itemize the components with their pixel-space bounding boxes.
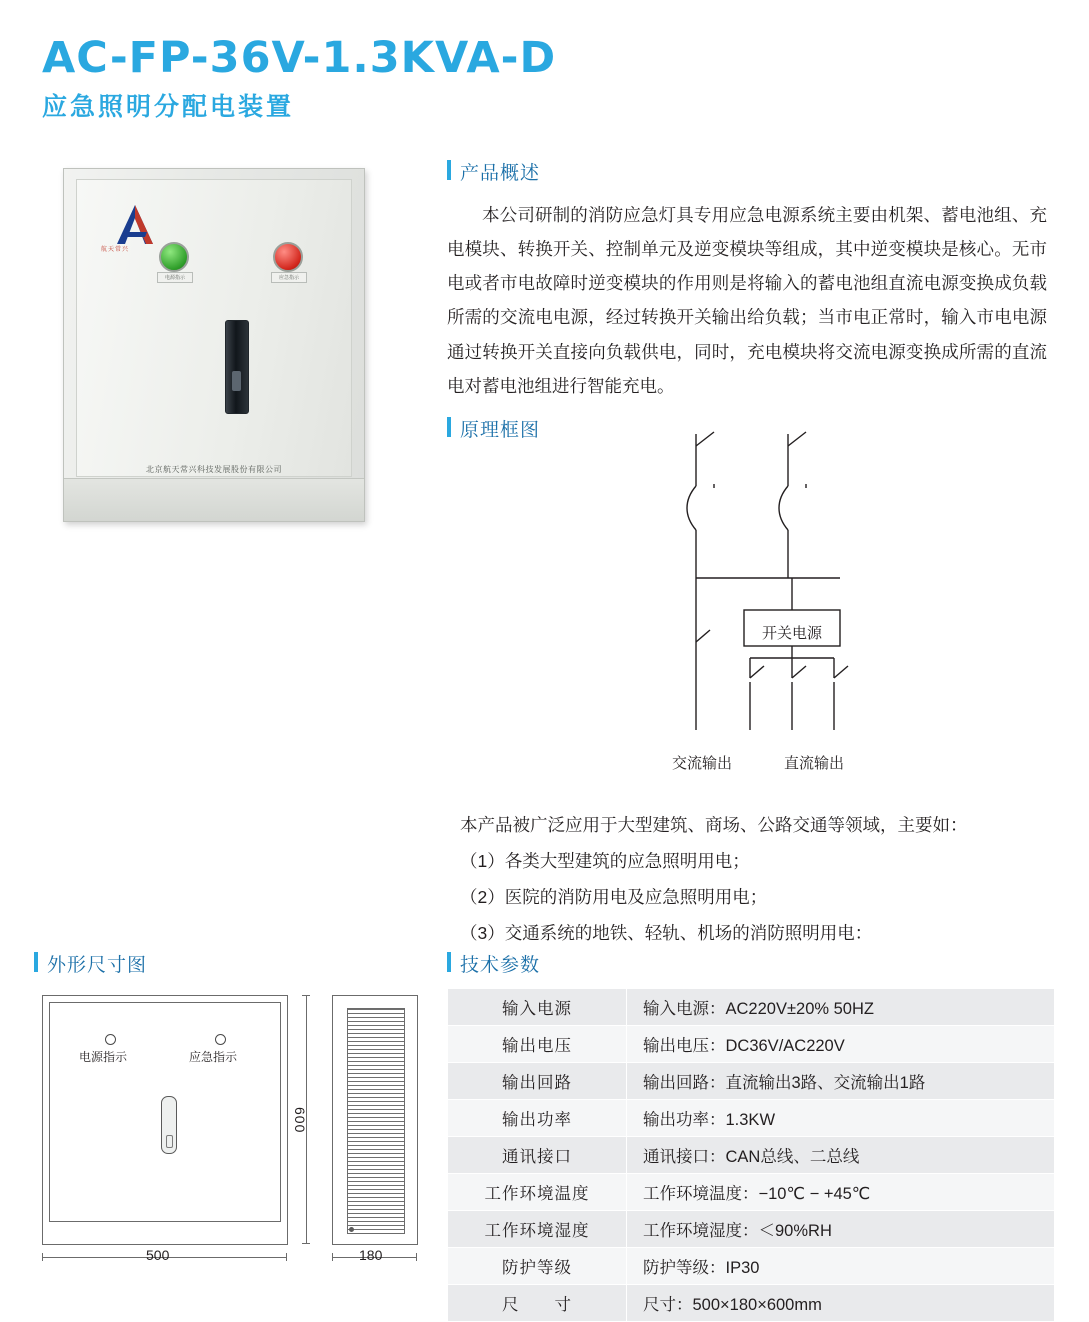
power-indicator-green-label: 电源指示 [157,272,193,283]
specs-table [447,988,1055,1322]
table-row [448,1285,1055,1322]
application-item: （3）交通系统的地铁、轻轨、机场的消防照明用电： [460,922,873,943]
table-row [448,1211,1055,1248]
applications-lead: 本产品被广泛应用于大型建筑、商场、公路交通等领域，主要如： [460,815,968,835]
application-item: （1）各类大型建筑的应急照明用电； [460,850,750,871]
dimension-power-led-label: 电源指示 [79,1050,128,1064]
dimension-tick [332,1253,333,1261]
principle-diagram [640,430,940,790]
spec-key: 工作环境温度 [448,1174,627,1211]
spec-value: 输出电压：DC36V/AC220V [627,1026,1055,1063]
cabinet-base [64,478,364,521]
diagram-ac-output-label: 交流输出 [672,755,733,772]
dimension-handle [161,1096,177,1154]
spec-value: 工作环境温度：−10℃ − +45℃ [627,1174,1055,1211]
table-row [448,1248,1055,1285]
diagram-heading: 原理框图 [447,415,540,442]
dimension-tick [302,995,310,996]
dimension-tick [416,1253,417,1261]
spec-value: 输出功率：1.3KW [627,1100,1055,1137]
cabinet-body [63,168,365,522]
spec-value: 防护等级：IP30 [627,1248,1055,1285]
spec-key: 防护等级 [448,1248,627,1285]
overview-text: 本公司研制的消防应急灯具专用应急电源系统主要由机架、蓄电池组、充电模块、转换开关、控制单元及逆变模块等组成，其中逆变模块是核心。无市电或者市电故障时逆变模块的作用则是将输入的蓄电池组直流电源变换成负载所需的交流电电源，经过转换开关输出给负载；当市电正常时，输入市电电源通过转换开关直接向负载供电，同时，充电模块将交流电源变换成所需的直流电对蓄电池组进行智能充电。 [447,205,1047,396]
cabinet-company-text: 北京航天常兴科技发展股份有限公司 [146,465,282,474]
spec-value: 工作环境湿度：＜90%RH [627,1211,1055,1248]
spec-key: 输入电源 [448,989,627,1026]
spec-key: 输出回路 [448,1063,627,1100]
dimension-height-value: 600 [292,1107,308,1134]
dimension-depth-value: 180 [359,1247,383,1263]
dimension-vent-louvers [347,1008,405,1234]
emergency-indicator-red [273,242,303,281]
table-row [448,1100,1055,1137]
table-row [448,1063,1055,1100]
spec-key: 尺 寸 [448,1285,627,1322]
spec-value: 输出回路：直流输出3路、交流输出1路 [627,1063,1055,1100]
spec-key: 输出功率 [448,1100,627,1137]
dimension-tick [286,1253,287,1261]
diagram-dc-output-label: 直流输出 [784,755,845,772]
table-row [448,989,1055,1026]
model-title: AC-FP-36V-1.3KVA-D [42,33,557,83]
product-photo [58,160,368,525]
dimension-tick [302,1243,310,1244]
dimension-side-dot [349,1227,354,1232]
dimension-front-view [42,995,288,1245]
table-row [448,1174,1055,1211]
dimension-side-view [332,995,418,1245]
table-row [448,1026,1055,1063]
dimension-tick [42,1253,43,1261]
diagram-box-label: 开关电源 [761,625,822,642]
brand-logo-icon [105,202,165,248]
emergency-indicator-red-label: 应急指示 [271,272,307,283]
spec-key: 工作环境湿度 [448,1211,627,1248]
spec-key: 通讯接口 [448,1137,627,1174]
spec-value: 输入电源：AC220V±20% 50HZ [627,989,1055,1026]
application-item: （2）医院的消防用电及应急照明用电； [460,886,768,907]
cabinet-door [76,179,352,477]
dimension-heading: 外形尺寸图 [34,950,147,977]
table-row [448,1137,1055,1174]
power-indicator-green [159,242,189,281]
spec-value: 通讯接口：CAN总线、二总线 [627,1137,1055,1174]
specs-heading: 技术参数 [447,950,540,977]
dimension-power-led-icon [105,1034,116,1045]
overview-heading: 产品概述 [447,158,540,185]
dimension-drawing [34,985,424,1275]
dimension-width-value: 500 [146,1247,170,1263]
spec-value: 尺寸：500×180×600mm [627,1285,1055,1322]
spec-key: 输出电压 [448,1026,627,1063]
product-name: 应急照明分配电装置 [42,93,295,122]
cabinet-handle [225,320,249,414]
brand-logo-text: 航天常兴 [101,247,130,253]
dimension-emergency-led-icon [215,1034,226,1045]
applications-block [460,808,1050,952]
dimension-emergency-led-label: 应急指示 [189,1050,238,1064]
page-header [42,33,682,123]
